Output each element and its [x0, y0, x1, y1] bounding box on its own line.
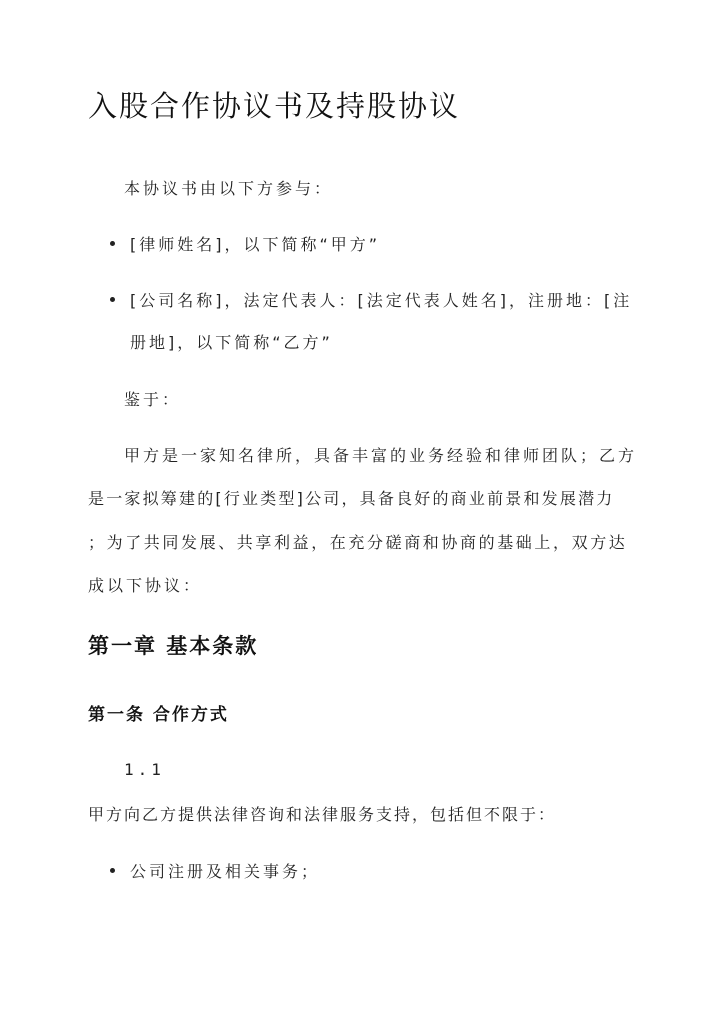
- chapter-heading: 第一章 基本条款: [88, 634, 259, 658]
- bullet-dot: [110, 297, 115, 302]
- party-b-item: [公司名称]，法定代表人：[法定代表人姓名]，注册地：[注: [130, 291, 633, 310]
- whereas-line-2: 是一家拟筹建的[行业类型]公司，具备良好的商业前景和发展潜力: [88, 489, 615, 508]
- clause-number: 1.1: [124, 760, 165, 779]
- party-b-item-continued: 册地]，以下简称“乙方”: [130, 333, 333, 352]
- whereas-label: 鉴于：: [124, 390, 182, 409]
- clause-text: 甲方向乙方提供法律咨询和法律服务支持，包括但不限于：: [88, 805, 557, 824]
- whereas-line-3: ；为了共同发展、共享利益，在充分磋商和协商的基础上，双方达: [88, 533, 628, 552]
- whereas-line-1: 甲方是一家知名律所，具备丰富的业务经验和律师团队；乙方: [124, 446, 638, 465]
- article-heading: 第一条 合作方式: [88, 705, 229, 725]
- intro-paragraph: 本协议书由以下方参与：: [124, 179, 334, 198]
- party-a-item: [律师姓名]，以下简称“甲方”: [130, 235, 381, 254]
- service-item: 公司注册及相关事务；: [130, 862, 321, 881]
- bullet-dot: [110, 241, 115, 246]
- document-title: 入股合作协议书及持股协议: [88, 89, 461, 123]
- bullet-dot: [110, 868, 115, 873]
- whereas-line-4: 成以下协议：: [88, 576, 203, 595]
